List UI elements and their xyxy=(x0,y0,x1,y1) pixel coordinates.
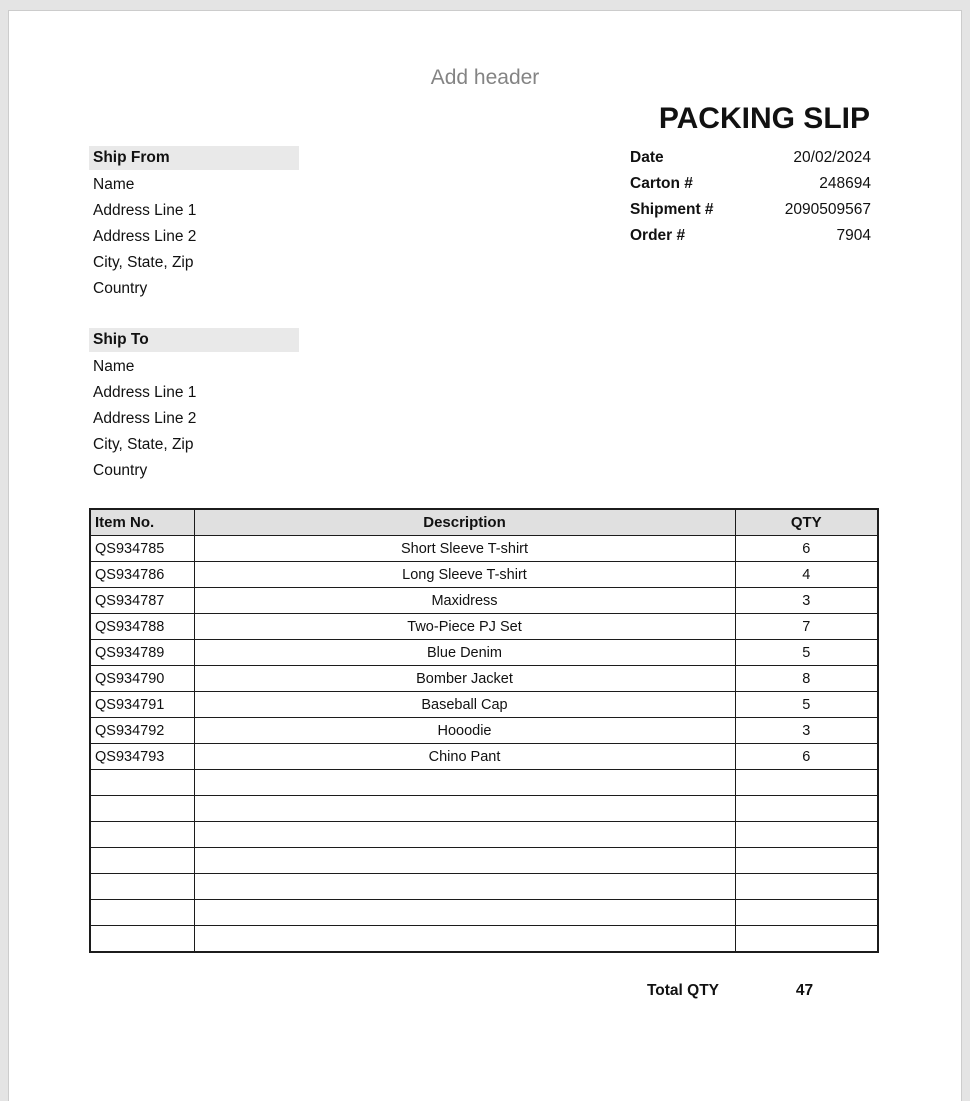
carton-label: Carton # xyxy=(630,175,693,192)
table-row xyxy=(90,692,878,718)
qty-cell-empty[interactable] xyxy=(735,900,878,926)
qty-cell-empty[interactable] xyxy=(735,874,878,900)
ship-from-name: Name xyxy=(93,176,135,193)
qty-cell[interactable]: 3 xyxy=(735,588,878,614)
qty-cell-empty[interactable] xyxy=(735,848,878,874)
info-row-carton xyxy=(630,171,871,197)
table-row xyxy=(90,666,878,692)
empty-table-row xyxy=(90,900,878,926)
description-cell-empty[interactable] xyxy=(194,770,735,796)
description-cell[interactable]: Chino Pant xyxy=(194,744,735,770)
item-no-cell-empty[interactable] xyxy=(90,822,194,848)
item-no-cell[interactable]: QS934787 xyxy=(90,588,194,614)
header-placeholder[interactable]: Add header xyxy=(430,66,540,89)
item-no-cell[interactable]: QS934785 xyxy=(90,536,194,562)
description-cell[interactable]: Hooodie xyxy=(194,718,735,744)
total-qty-value: 47 xyxy=(795,982,814,999)
ship-from-section xyxy=(89,146,299,302)
carton-value: 248694 xyxy=(819,175,871,192)
ship-from-address-line-2: Address Line 2 xyxy=(93,228,197,245)
description-cell[interactable]: Short Sleeve T-shirt xyxy=(194,536,735,562)
item-no-cell-empty[interactable] xyxy=(90,770,194,796)
ship-to-address-line-2: Address Line 2 xyxy=(93,410,197,427)
ship-to-name: Name xyxy=(93,358,135,375)
order-value: 7904 xyxy=(836,227,871,244)
item-no-cell[interactable]: QS934789 xyxy=(90,640,194,666)
item-no-cell[interactable]: QS934792 xyxy=(90,718,194,744)
item-no-cell[interactable]: QS934786 xyxy=(90,562,194,588)
item-no-cell-empty[interactable] xyxy=(90,796,194,822)
order-info xyxy=(630,145,871,249)
qty-cell[interactable]: 8 xyxy=(735,666,878,692)
empty-table-row xyxy=(90,770,878,796)
document-page[interactable] xyxy=(8,10,962,1101)
ship-to-heading: Ship To xyxy=(89,328,299,352)
item-no-cell[interactable]: QS934791 xyxy=(90,692,194,718)
item-no-cell-empty[interactable] xyxy=(90,926,194,953)
ship-to-section xyxy=(89,328,299,484)
date-value: 20/02/2024 xyxy=(793,149,871,166)
empty-table-row xyxy=(90,926,878,953)
info-row-order xyxy=(630,223,871,249)
info-row-date xyxy=(630,145,871,171)
ship-to-address-line-1: Address Line 1 xyxy=(93,384,197,401)
ship-to-country: Country xyxy=(93,462,148,479)
empty-table-row xyxy=(90,822,878,848)
description-cell[interactable]: Bomber Jacket xyxy=(194,666,735,692)
table-row xyxy=(90,640,878,666)
description-cell[interactable]: Maxidress xyxy=(194,588,735,614)
qty-cell[interactable]: 7 xyxy=(735,614,878,640)
qty-cell[interactable]: 6 xyxy=(735,744,878,770)
item-no-cell-empty[interactable] xyxy=(90,900,194,926)
item-no-cell[interactable]: QS934790 xyxy=(90,666,194,692)
header-cell-qty[interactable]: QTY xyxy=(735,509,878,536)
total-qty-label: Total QTY xyxy=(646,982,719,999)
header-cell-item-no[interactable]: Item No. xyxy=(90,509,194,536)
qty-cell-empty[interactable] xyxy=(735,926,878,953)
info-row-shipment xyxy=(630,197,871,223)
date-label: Date xyxy=(630,149,664,166)
qty-cell[interactable]: 5 xyxy=(735,640,878,666)
item-no-cell[interactable]: QS934788 xyxy=(90,614,194,640)
item-no-cell-empty[interactable] xyxy=(90,848,194,874)
qty-cell[interactable]: 3 xyxy=(735,718,878,744)
qty-cell[interactable]: 4 xyxy=(735,562,878,588)
qty-cell[interactable]: 5 xyxy=(735,692,878,718)
item-no-cell[interactable]: QS934793 xyxy=(90,744,194,770)
packing-slip-title: PACKING SLIP xyxy=(658,102,870,135)
shipment-label: Shipment # xyxy=(630,201,714,218)
items-table-header-row xyxy=(90,509,878,536)
description-cell[interactable]: Baseball Cap xyxy=(194,692,735,718)
header-cell-description[interactable]: Description xyxy=(194,509,735,536)
qty-cell[interactable]: 6 xyxy=(735,536,878,562)
description-cell-empty[interactable] xyxy=(194,874,735,900)
empty-table-row xyxy=(90,874,878,900)
description-cell[interactable]: Long Sleeve T-shirt xyxy=(194,562,735,588)
shipment-value: 2090509567 xyxy=(784,201,871,218)
description-cell-empty[interactable] xyxy=(194,796,735,822)
empty-table-row xyxy=(90,848,878,874)
items-table xyxy=(89,508,879,953)
table-row xyxy=(90,588,878,614)
table-row xyxy=(90,536,878,562)
ship-to-city-state-zip: City, State, Zip xyxy=(93,436,194,453)
description-cell-empty[interactable] xyxy=(194,900,735,926)
table-row xyxy=(90,744,878,770)
order-label: Order # xyxy=(630,227,686,244)
qty-cell-empty[interactable] xyxy=(735,796,878,822)
description-cell[interactable]: Blue Denim xyxy=(194,640,735,666)
empty-table-row xyxy=(90,796,878,822)
table-row xyxy=(90,614,878,640)
ship-from-country: Country xyxy=(93,280,148,297)
ship-from-city-state-zip: City, State, Zip xyxy=(93,254,194,271)
table-row xyxy=(90,718,878,744)
item-no-cell-empty[interactable] xyxy=(90,874,194,900)
qty-cell-empty[interactable] xyxy=(735,770,878,796)
description-cell[interactable]: Two-Piece PJ Set xyxy=(194,614,735,640)
qty-cell-empty[interactable] xyxy=(735,822,878,848)
description-cell-empty[interactable] xyxy=(194,822,735,848)
table-row xyxy=(90,562,878,588)
ship-from-heading: Ship From xyxy=(89,146,299,170)
description-cell-empty[interactable] xyxy=(194,848,735,874)
ship-from-address-line-1: Address Line 1 xyxy=(93,202,197,219)
description-cell-empty[interactable] xyxy=(194,926,735,953)
